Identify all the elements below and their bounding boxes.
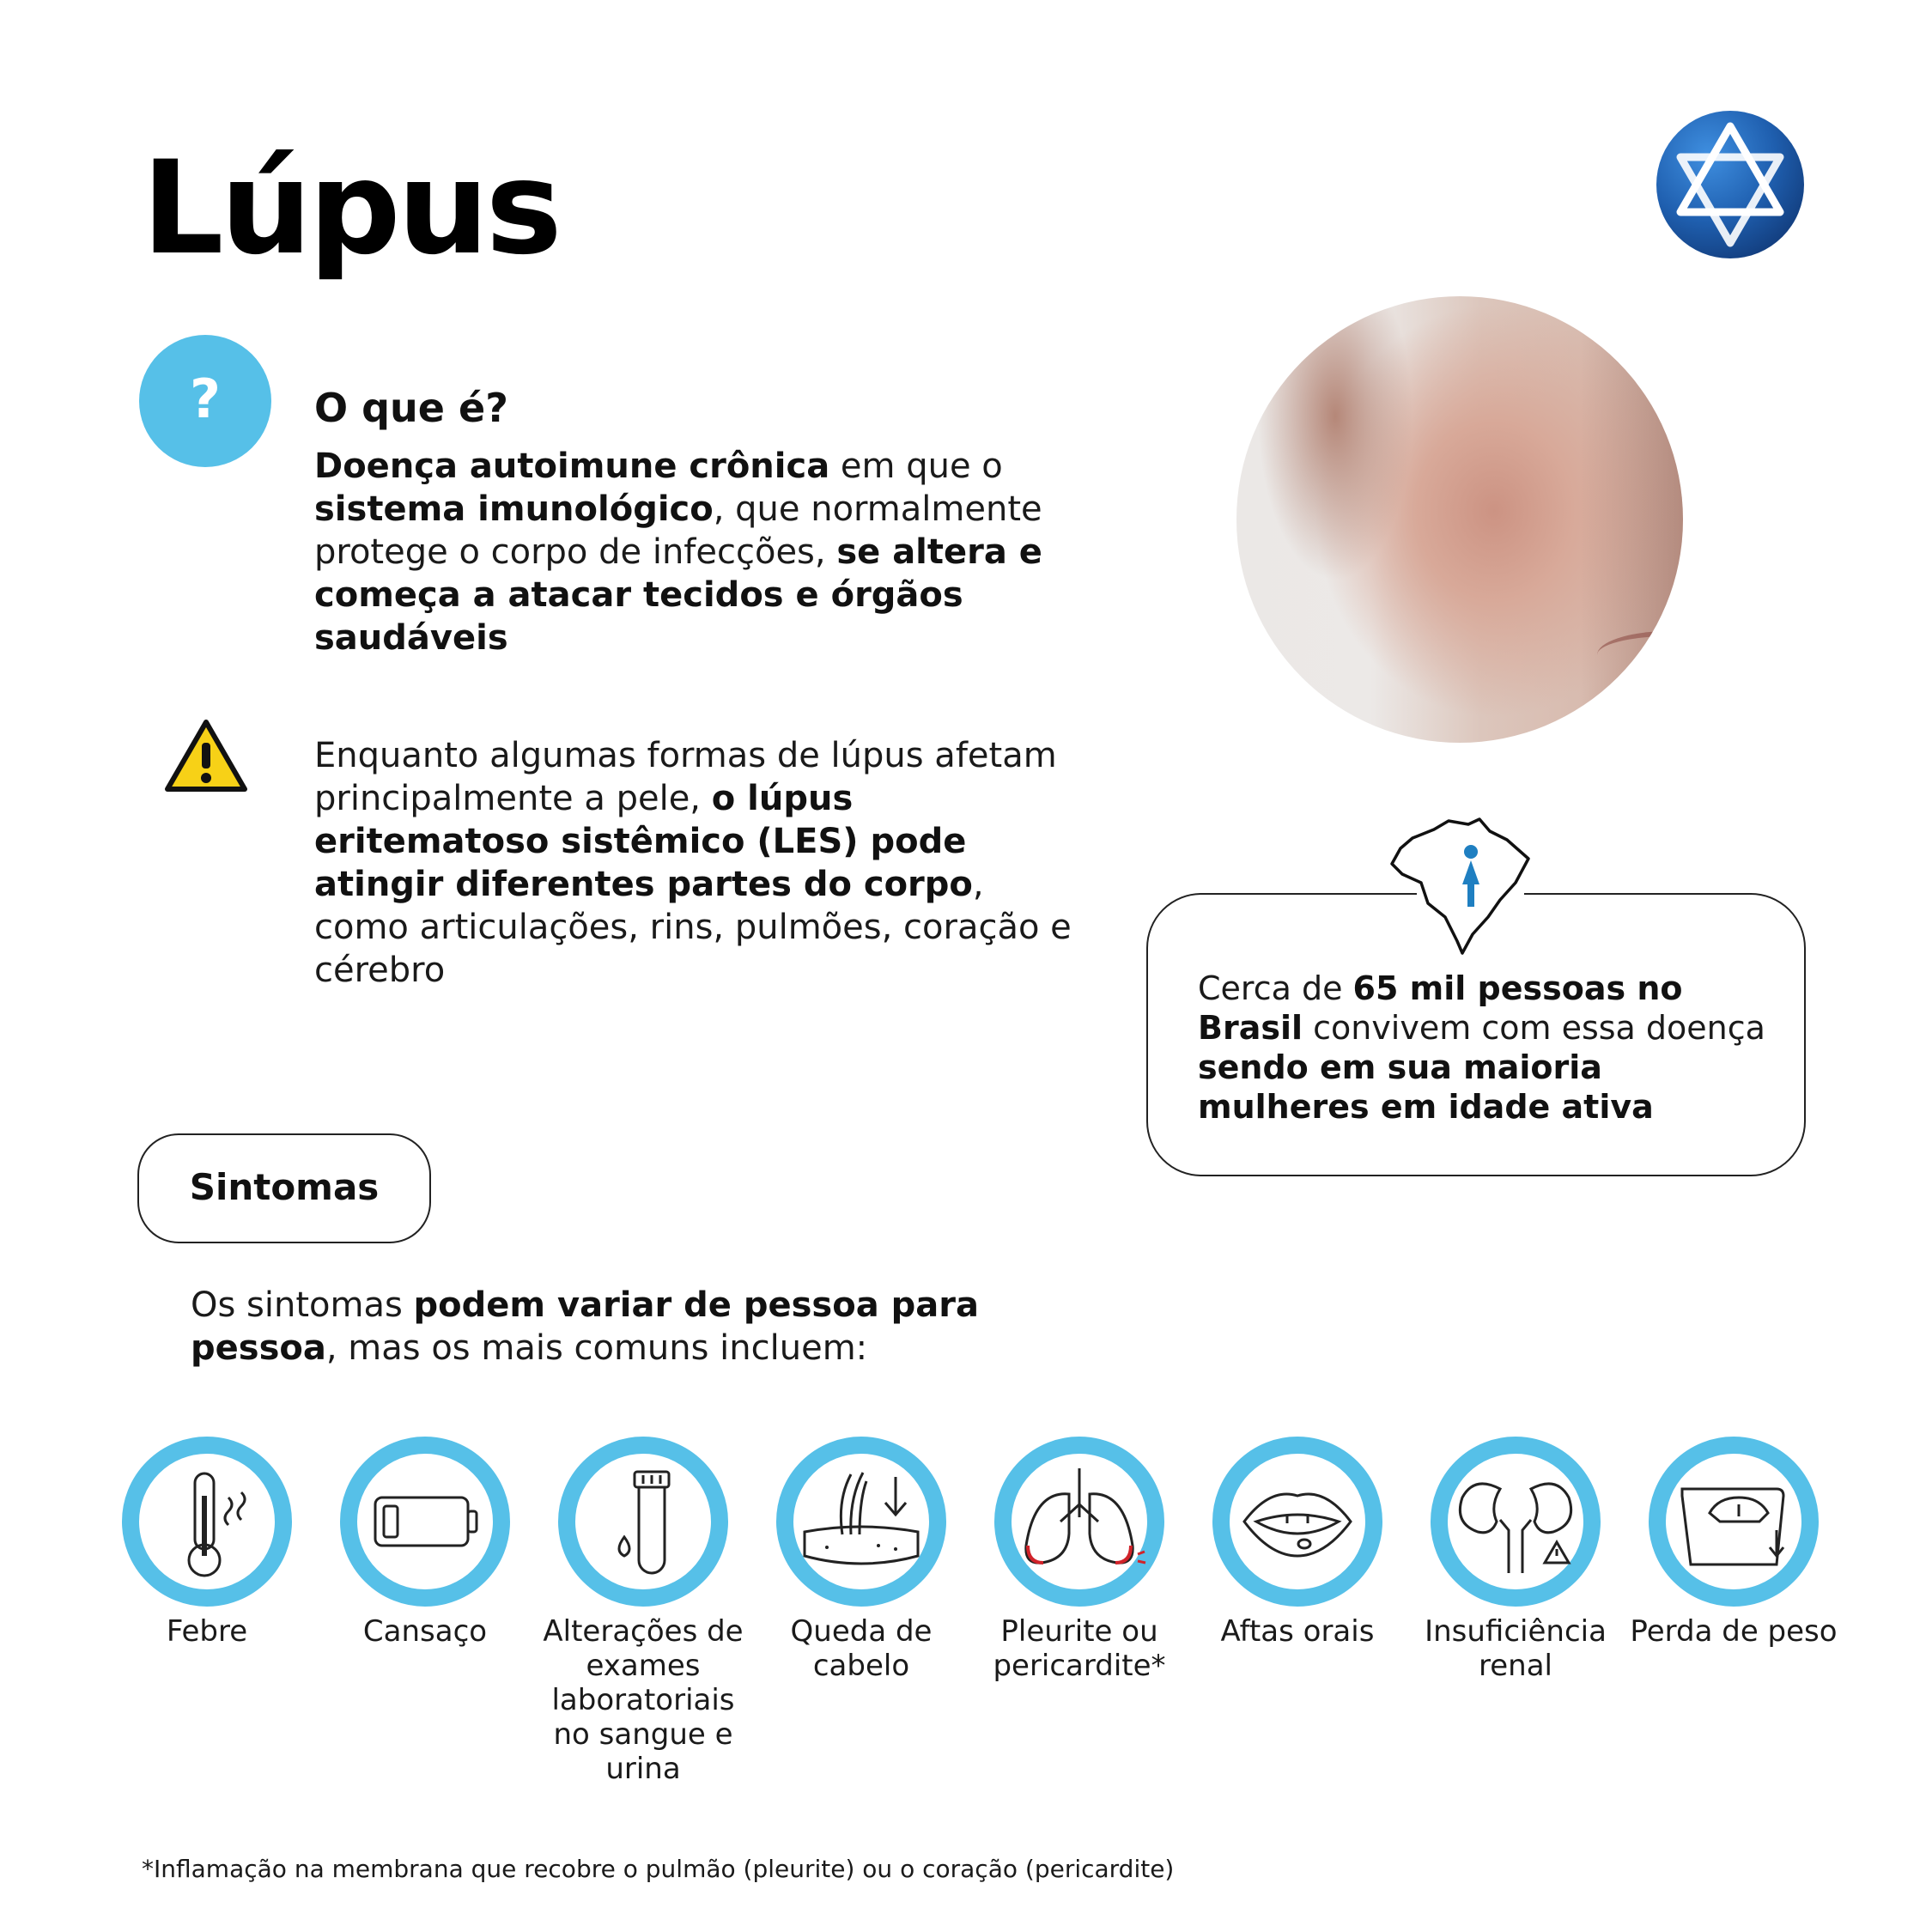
- symptoms-intro: Os sintomas podem variar de pessoa para pessoa, mas os mais comuns incluem:: [191, 1285, 979, 1368]
- question-mark-icon: [139, 335, 271, 467]
- symptom-label-aftas: Aftas orais: [1220, 1614, 1375, 1649]
- symptom-label-renal: Insuficiência renal: [1425, 1614, 1607, 1683]
- low-battery-icon: [339, 1436, 511, 1607]
- lungs-icon: [993, 1436, 1165, 1607]
- face-photo: [1236, 296, 1683, 743]
- thermometer-icon: [121, 1436, 293, 1607]
- stat-text: Cerca de 65 mil pessoas no Brasil convivem com essa doença sendo em sua maioria mulheres em idade ativa: [1198, 969, 1765, 1126]
- test-tube-icon: [557, 1436, 729, 1607]
- mouth-icon: [1212, 1436, 1383, 1607]
- scale-icon: [1648, 1436, 1820, 1607]
- page-title: Lúpus: [142, 134, 559, 283]
- symptom-label-cansaco: Cansaço: [362, 1614, 488, 1649]
- symptom-label-febre: Febre: [166, 1614, 248, 1649]
- footnote: *Inflamação na membrana que recobre o pulmão (pleurite) ou o coração (pericardite): [142, 1855, 1175, 1883]
- svg-text:?: ?: [190, 368, 221, 430]
- logo: [1653, 107, 1807, 262]
- symptoms-pill: Sintomas: [137, 1133, 431, 1243]
- symptom-label-cabelo: Queda de cabelo: [790, 1614, 933, 1683]
- symptom-label-pleurite: Pleurite ou pericardite*: [993, 1614, 1166, 1683]
- warning-triangle-icon: [163, 717, 249, 794]
- warning-text: Enquanto algumas formas de lúpus afetam principalmente a pele, o lúpus eritematoso sistêmico (LES) pode atingir diferentes partes do corpo, como articulações, rins, pulmões, coração e cérebro: [314, 736, 1072, 990]
- brazil-map-icon: [1387, 814, 1537, 960]
- kidneys-icon: [1430, 1436, 1601, 1607]
- symptom-label-exames: Alterações de exames laboratoriais no sangue e urina: [543, 1614, 744, 1786]
- what-is-heading: O que é?: [314, 385, 508, 431]
- symptom-label-peso: Perda de peso: [1630, 1614, 1838, 1649]
- hair-loss-icon: [775, 1436, 947, 1607]
- what-is-text: Doença autoimune crônica em que o sistema imunológico, que normalmente protege o corpo de infecções, se altera e começa a atacar tecidos e órgãos saudáveis: [314, 447, 1042, 658]
